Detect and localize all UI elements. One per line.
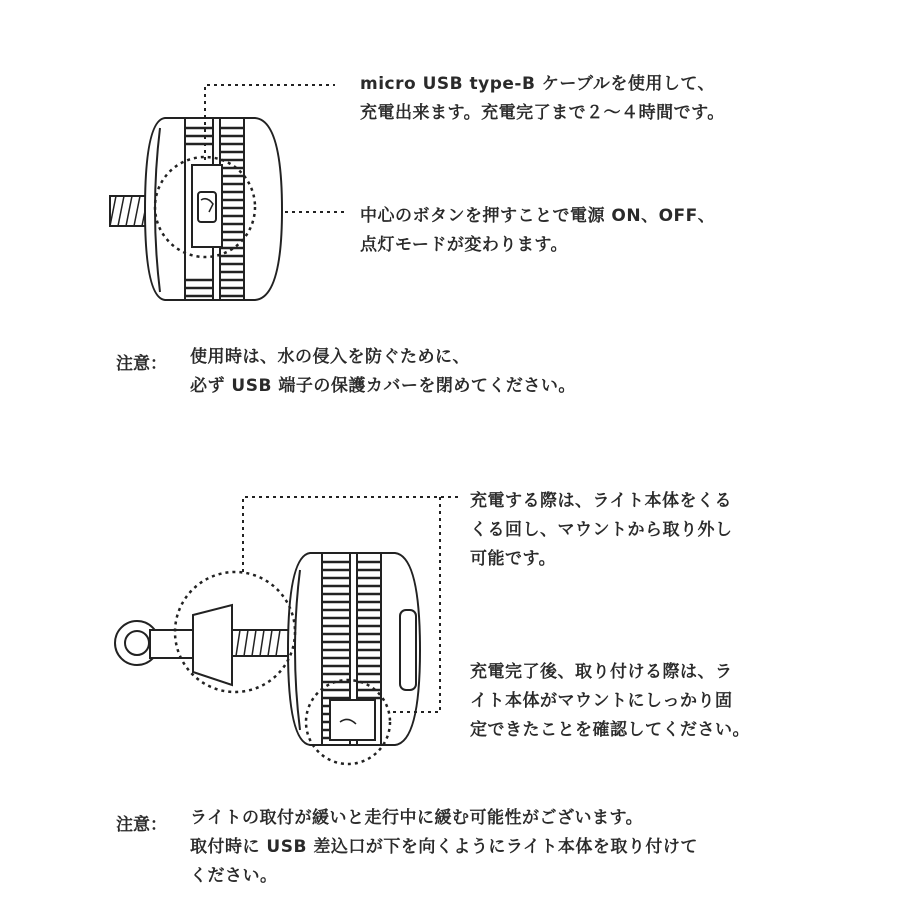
- note-2-line-2: 取付時に USB 差込口が下を向くようにライト本体を取り付けて: [190, 837, 698, 857]
- callout-button-line-1: 中心のボタンを押すことで電源 ON、OFF、: [360, 206, 716, 226]
- note-2: [190, 804, 698, 891]
- bike-light-mounted-illustration: [115, 553, 420, 764]
- callout-mount: [470, 487, 733, 574]
- callout-button: [360, 202, 715, 260]
- callout-attach: [470, 658, 750, 745]
- callout-usb-line-2: 充電出来ます。充電完了まで２～４時間です。: [360, 103, 725, 123]
- callout-mount-line-2: くる回し、マウントから取り外し: [470, 520, 733, 540]
- note-label-2: 注意：: [116, 815, 167, 835]
- callout-button-line-2: 点灯モードが変わります。: [360, 235, 568, 255]
- bike-light-front-illustration: [110, 118, 282, 300]
- callout-usb-line-1: micro USB type-B ケーブルを使用して、: [360, 74, 715, 94]
- note-2-line-1: ライトの取付が緩いと走行中に緩む可能性がございます。: [190, 808, 644, 828]
- callout-attach-line-1: 充電完了後、取り付ける際は、ラ: [470, 662, 733, 682]
- callout-mount-line-1: 充電する際は、ライト本体をくる: [470, 491, 732, 511]
- note-label-1: 注意：: [116, 354, 167, 374]
- callout-attach-line-2: イト本体がマウントにしっかり固: [470, 691, 733, 711]
- callout-mount-line-3: 可能です。: [470, 549, 557, 569]
- callout-usb: [360, 70, 725, 128]
- note-1-line-2: 必ず USB 端子の保護カバーを閉めてください。: [190, 376, 576, 396]
- note-2-line-3: ください。: [190, 866, 278, 886]
- callout-attach-line-3: 定できたことを確認してください。: [470, 720, 750, 740]
- note-1: [190, 343, 576, 401]
- note-1-line-1: 使用時は、水の侵入を防ぐために、: [190, 347, 470, 367]
